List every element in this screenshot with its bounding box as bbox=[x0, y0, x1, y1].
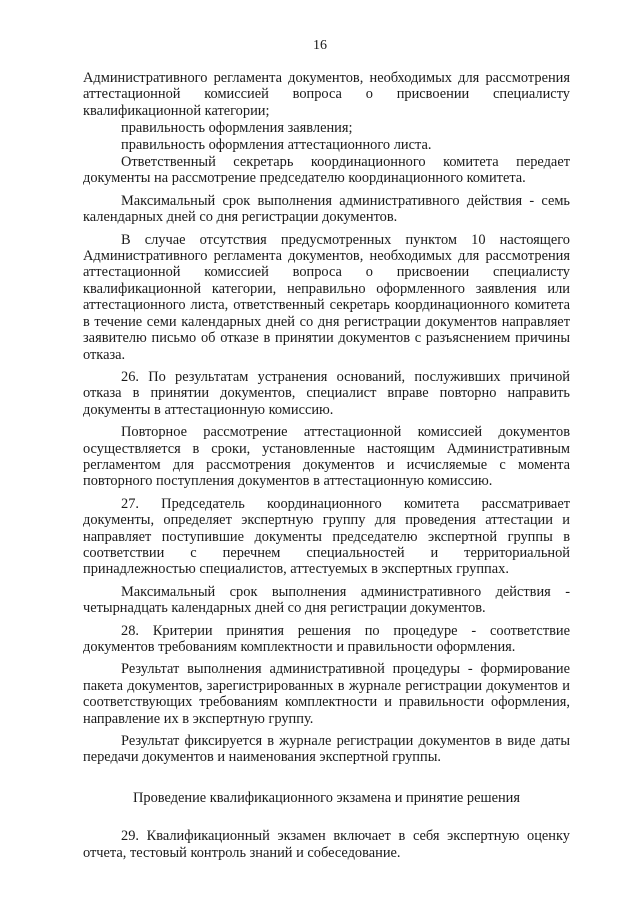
paragraph: Повторное рассмотрение аттестационной комиссией документов осуществляется в сроки, установленные настоящим Административным регламентом для рассмотрения документов и исчисляемые с момента повторного поступления документов в аттестационную комиссию. bbox=[83, 424, 570, 490]
page-number: 16 bbox=[313, 38, 327, 53]
list-item: правильность оформления заявления; bbox=[121, 120, 353, 137]
paragraph: Результат выполнения административной процедуры - формирование пакета документов, зарегистрированных в журнале регистрации документов и соответствующих требованиям комплектности и правильности оформления, направление их в экспертную группу. bbox=[83, 661, 570, 727]
paragraph: Максимальный срок выполнения административного действия - семь календарных дней со дня регистрации документов. bbox=[83, 192, 570, 226]
paragraph: 28. Критерии принятия решения по процедуре - соответствие документов требованиям комплектности и правильности оформления. bbox=[83, 622, 570, 655]
paragraph: Результат фиксируется в журнале регистрации документов в виде даты передачи документов и наименования экспертной группы. bbox=[83, 733, 570, 766]
section-heading: Проведение квалификационного экзамена и принятие решения bbox=[133, 789, 520, 806]
paragraph: Ответственный секретарь координационного комитета передает документы на рассмотрение председателю координационного комитета. bbox=[83, 154, 570, 187]
paragraph: 27. Председатель координационного комитета рассматривает документы, определяет экспертную группу для проведения аттестации и направляет поступившие документы председателю экспертной группы в соответствии с перечнем специальностей и территориальной принадлежностью специалистов, аттестуемых в экспертных группах. bbox=[83, 495, 570, 578]
paragraph: 26. По результатам устранения оснований, послуживших причиной отказа в принятии документов, специалист вправе повторно направить документы в аттестационную комиссию. bbox=[83, 368, 570, 418]
paragraph: 29. Квалификационный экзамен включает в себя экспертную оценку отчета, тестовый контроль знаний и собеседование. bbox=[83, 828, 570, 861]
document-body bbox=[83, 70, 570, 867]
list-item: правильность оформления аттестационного листа. bbox=[121, 136, 432, 153]
paragraph: Максимальный срок выполнения административного действия - четырнадцать календарных дней со дня регистрации документов. bbox=[83, 583, 570, 617]
paragraph: В случае отсутствия предусмотренных пунктом 10 настоящего Административного регламента документов, необходимых для рассмотрения аттестационной комиссией вопроса о присвоении специалисту квалификационной категории, неправильно оформленного заявления или аттестационного листа, ответственный секретарь координационного комитета в течение семи календарных дней со дня регистрации документов направляет заявителю письмо об отказе в принятии документов с разъяснением причины отказа. bbox=[83, 231, 570, 363]
paragraph: Административного регламента документов, необходимых для рассмотрения аттестационной комиссией вопроса о присвоении специалисту квалификационной категории; bbox=[83, 70, 570, 119]
